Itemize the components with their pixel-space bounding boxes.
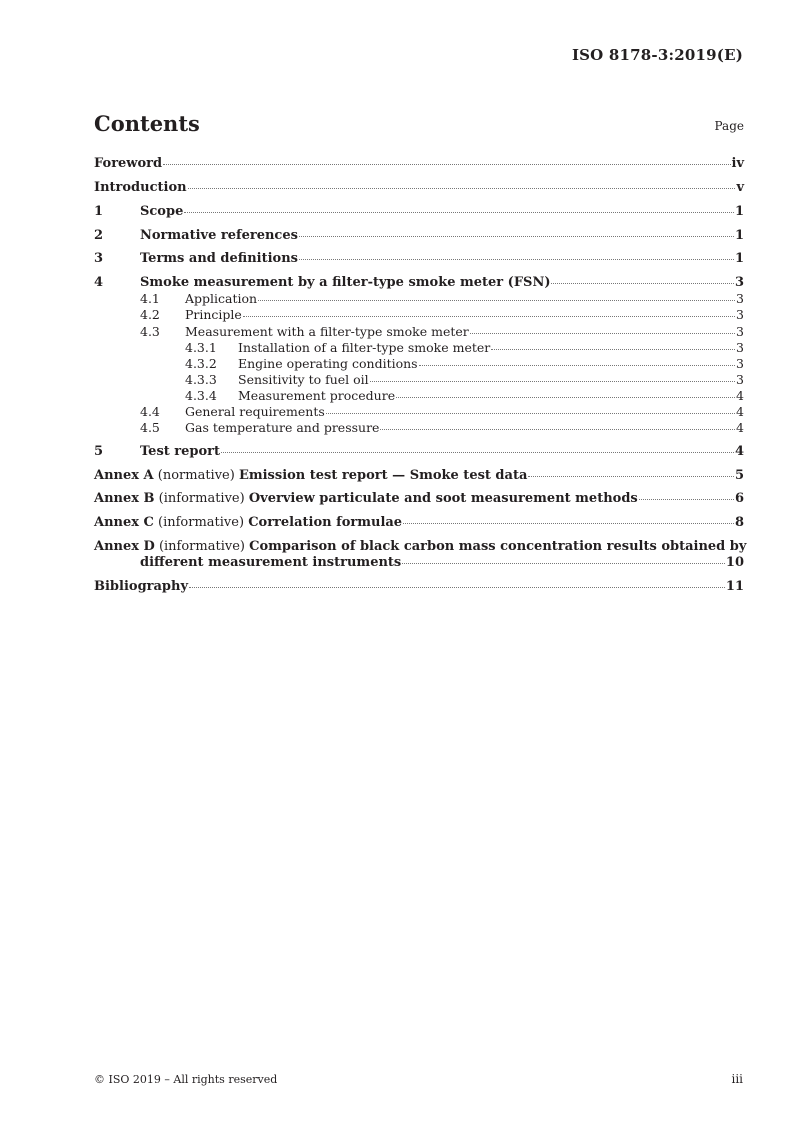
annex-label: Annex B xyxy=(94,491,155,506)
annex-kind: (informative) xyxy=(154,539,250,554)
toc-page-number: 11 xyxy=(725,579,744,594)
toc-entry-terms-and-definitions[interactable] xyxy=(94,251,744,266)
toc-entry-sensitivity-to-fuel-oil[interactable] xyxy=(185,372,744,387)
toc-entry-introduction[interactable] xyxy=(94,180,744,195)
toc-section-number: 4.3.1 xyxy=(185,340,217,355)
leader-dots xyxy=(419,365,735,366)
page-number: iii xyxy=(731,1072,743,1086)
leader-dots xyxy=(221,452,734,453)
toc-section-number: 4.3.2 xyxy=(185,356,217,371)
toc-page-number: 4 xyxy=(736,404,744,419)
toc-entry-title: Gas temperature and pressure xyxy=(185,420,380,435)
toc-section-number: 4 xyxy=(94,275,104,290)
toc-entry-general-requirements[interactable] xyxy=(140,404,744,419)
toc-entry-title: Correlation formulae xyxy=(248,515,403,530)
toc-page-number: 1 xyxy=(734,204,744,219)
toc-section-number: 4.3.4 xyxy=(185,388,217,403)
toc-section-number: 1 xyxy=(94,204,104,219)
annex-kind: (informative) xyxy=(153,515,249,530)
toc-entry-annex-b[interactable] xyxy=(94,491,744,506)
toc-entry-gas-temperature-and-pressure[interactable] xyxy=(140,420,744,435)
toc-entry-engine-operating-conditions[interactable] xyxy=(185,356,744,371)
toc-section-number: 4.3 xyxy=(140,324,160,339)
toc-page-number: 3 xyxy=(736,291,744,306)
toc-entry-title: Normative references xyxy=(140,228,298,243)
leader-dots xyxy=(370,381,735,382)
toc-page-number: 8 xyxy=(734,515,744,530)
toc-entry-title: Installation of a filter-type smoke meter xyxy=(238,340,491,355)
toc-page-number: 3 xyxy=(736,340,744,355)
toc-section-number: 4.5 xyxy=(140,420,160,435)
page-column-label: Page xyxy=(714,119,744,133)
toc-entry-title: Measurement with a filter-type smoke meter xyxy=(185,324,469,339)
toc-entry-title: Comparison of black carbon mass concentration results obtained by xyxy=(249,539,747,554)
toc-entry-normative-references[interactable] xyxy=(94,228,744,243)
leader-dots xyxy=(243,316,735,317)
annex-kind: (normative) xyxy=(153,468,239,483)
leader-dots xyxy=(258,300,735,301)
leader-dots xyxy=(188,188,736,189)
toc-entry-annex-a[interactable] xyxy=(94,468,744,483)
toc-page-number: v xyxy=(736,180,744,195)
leader-dots xyxy=(470,333,735,334)
toc-section-number: 4.4 xyxy=(140,404,160,419)
leader-dots xyxy=(639,499,734,500)
toc-page-number: 1 xyxy=(734,251,744,266)
toc-page-number: 1 xyxy=(734,228,744,243)
toc-section-number: 5 xyxy=(94,444,104,459)
toc-section-number: 2 xyxy=(94,228,104,243)
toc-entry-measurement-procedure[interactable] xyxy=(185,388,744,403)
toc-page-number: 3 xyxy=(736,356,744,371)
copyright-notice: © ISO 2019 – All rights reserved xyxy=(94,1073,278,1086)
toc-entry-title: General requirements xyxy=(185,404,325,419)
toc-entry-title: Measurement procedure xyxy=(238,388,396,403)
leader-dots xyxy=(163,164,730,165)
toc-entry-title: Terms and definitions xyxy=(140,251,298,266)
toc-page-number: 4 xyxy=(734,444,744,459)
annex-label: Annex A xyxy=(94,468,154,483)
toc-entry-title: Emission test report — Smoke test data xyxy=(238,468,528,483)
leader-dots xyxy=(402,563,725,564)
toc-entry-installation[interactable] xyxy=(185,340,744,355)
toc-page-number: 3 xyxy=(734,275,744,290)
toc-page-number: 3 xyxy=(736,324,744,339)
toc-page-number: 3 xyxy=(736,372,744,387)
toc-page-number: 5 xyxy=(734,468,744,483)
contents-title-row xyxy=(94,111,744,139)
toc-entry-principle[interactable] xyxy=(140,307,744,322)
toc-entry-title: Introduction xyxy=(94,180,187,195)
annex-label: Annex C xyxy=(94,515,154,530)
toc-entry-smoke-measurement[interactable] xyxy=(94,275,744,290)
toc-section-number: 4.2 xyxy=(140,307,160,322)
toc-entry-title: Foreword xyxy=(94,156,163,171)
annex-label: Annex D xyxy=(94,539,155,554)
toc-entry-title: Sensitivity to fuel oil xyxy=(238,372,369,387)
toc-entry-annex-c[interactable] xyxy=(94,515,744,530)
toc-entry-title: Principle xyxy=(185,307,242,322)
leader-dots xyxy=(403,523,734,524)
leader-dots xyxy=(551,283,733,284)
leader-dots xyxy=(491,349,735,350)
toc-entry-title-continued: different measurement instruments xyxy=(140,555,402,570)
toc-page-number: 10 xyxy=(725,555,744,570)
toc-entry-measurement-with-smoke-meter[interactable] xyxy=(140,324,744,339)
toc-entry-title: Application xyxy=(185,291,258,306)
toc-section-number: 4.1 xyxy=(140,291,160,306)
leader-dots xyxy=(299,259,734,260)
toc-entry-title: Overview particulate and soot measurement methods xyxy=(248,491,638,506)
leader-dots xyxy=(326,413,735,414)
contents-title: Contents xyxy=(94,111,200,136)
toc-section-number: 3 xyxy=(94,251,104,266)
leader-dots xyxy=(380,429,735,430)
toc-entry-bibliography[interactable] xyxy=(94,579,744,594)
toc-entry-title: Scope xyxy=(140,204,184,219)
toc-entry-scope[interactable] xyxy=(94,204,744,219)
toc-entry-title: Test report xyxy=(140,444,221,459)
toc-page-number: 4 xyxy=(736,388,744,403)
leader-dots xyxy=(184,212,734,213)
document-id-header: ISO 8178-3:2019(E) xyxy=(571,46,743,64)
toc-page-number: 3 xyxy=(736,307,744,322)
leader-dots xyxy=(396,397,735,398)
toc-entry-annex-d-line2[interactable] xyxy=(140,555,744,570)
annex-kind: (informative) xyxy=(154,491,249,506)
toc-entry-foreword[interactable] xyxy=(94,156,744,171)
toc-page-number: 4 xyxy=(736,420,744,435)
toc-entry-title: Bibliography xyxy=(94,579,189,594)
toc-entry-title: Smoke measurement by a filter-type smoke meter (FSN) xyxy=(140,275,551,290)
toc-entry-application[interactable] xyxy=(140,291,744,306)
leader-dots xyxy=(528,476,734,477)
toc-entry-test-report[interactable] xyxy=(94,444,744,459)
toc-page-number: 6 xyxy=(734,491,744,506)
toc-section-number: 4.3.3 xyxy=(185,372,217,387)
toc-entry-title: Engine operating conditions xyxy=(238,356,418,371)
toc-entry-annex-d-line1[interactable] xyxy=(94,539,746,554)
leader-dots xyxy=(299,236,734,237)
leader-dots xyxy=(189,587,725,588)
toc-page-number: iv xyxy=(731,156,744,171)
